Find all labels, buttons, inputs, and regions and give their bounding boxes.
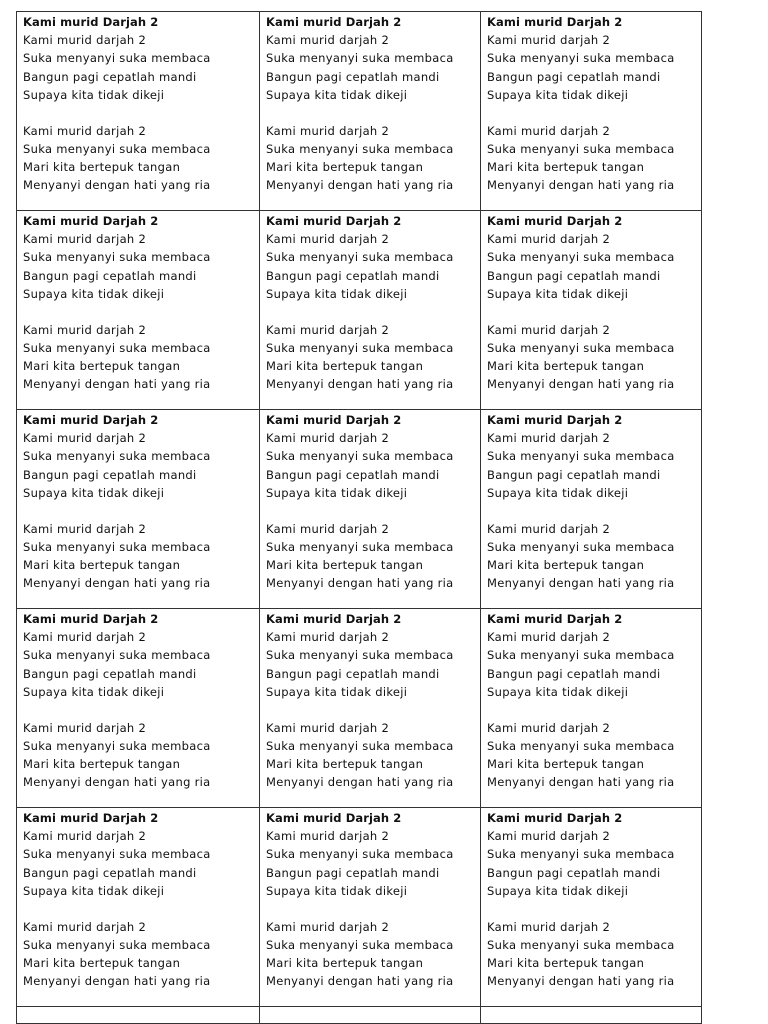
verse-line: Supaya kita tidak dikeji (266, 883, 408, 898)
chorus-line: Suka menyanyi suka membaca (487, 539, 675, 554)
song-title: Kami murid Darjah 2 (266, 15, 402, 29)
chorus-line: Mari kita bertepuk tangan (487, 358, 645, 373)
chorus-line: Mari kita bertepuk tangan (487, 557, 645, 572)
chorus-line: Mari kita bertepuk tangan (23, 955, 181, 970)
verse-line: Supaya kita tidak dikeji (487, 87, 629, 102)
song-card (17, 808, 259, 990)
song-card-cell (481, 808, 702, 1007)
song-card-cell (260, 410, 481, 609)
verse-line: Supaya kita tidak dikeji (23, 485, 165, 500)
chorus-line: Kami murid darjah 2 (266, 919, 390, 934)
blank-cell (481, 1007, 702, 1024)
chorus-line: Suka menyanyi suka membaca (23, 937, 211, 952)
song-title: Kami murid Darjah 2 (23, 612, 159, 626)
verse-line: Supaya kita tidak dikeji (23, 286, 165, 301)
song-card (481, 609, 701, 791)
verse-line: Suka menyanyi suka membaca (487, 51, 675, 66)
song-card-row (17, 12, 702, 211)
stanza-divider (487, 502, 701, 520)
chorus-line: Suka menyanyi suka membaca (487, 738, 675, 753)
chorus-line: Menyanyi dengan hati yang ria (23, 775, 211, 790)
song-card-cell (17, 609, 260, 808)
song-card (260, 12, 480, 194)
song-card (481, 808, 701, 990)
song-sheet-table (16, 11, 702, 1024)
verse-line: Supaya kita tidak dikeji (266, 684, 408, 699)
chorus-line: Menyanyi dengan hati yang ria (23, 377, 211, 392)
chorus-line: Kami murid darjah 2 (23, 919, 147, 934)
verse-line: Bangun pagi cepatlah mandi (23, 69, 197, 84)
verse-line: Supaya kita tidak dikeji (266, 87, 408, 102)
chorus-line: Kami murid darjah 2 (23, 322, 147, 337)
chorus-line: Mari kita bertepuk tangan (266, 756, 424, 771)
verse-line: Suka menyanyi suka membaca (266, 847, 454, 862)
verse-line: Kami murid darjah 2 (487, 630, 611, 645)
song-card (260, 808, 480, 990)
blank-row (17, 1007, 702, 1024)
chorus-line: Suka menyanyi suka membaca (23, 141, 211, 156)
verse-line: Bangun pagi cepatlah mandi (487, 666, 661, 681)
verse-line: Kami murid darjah 2 (266, 232, 390, 247)
chorus-line: Menyanyi dengan hati yang ria (487, 576, 675, 591)
chorus-line: Mari kita bertepuk tangan (266, 557, 424, 572)
verse-line: Kami murid darjah 2 (266, 829, 390, 844)
chorus-line: Kami murid darjah 2 (266, 720, 390, 735)
verse-line: Supaya kita tidak dikeji (487, 883, 629, 898)
chorus-line: Mari kita bertepuk tangan (23, 159, 181, 174)
verse-line: Suka menyanyi suka membaca (266, 51, 454, 66)
stanza-divider (23, 104, 259, 122)
verse-line: Supaya kita tidak dikeji (487, 684, 629, 699)
stanza-divider (487, 701, 701, 719)
verse-line: Kami murid darjah 2 (487, 33, 611, 48)
verse-line: Suka menyanyi suka membaca (266, 250, 454, 265)
verse-line: Kami murid darjah 2 (23, 630, 147, 645)
chorus-line: Kami murid darjah 2 (23, 720, 147, 735)
chorus-line: Mari kita bertepuk tangan (487, 955, 645, 970)
stanza-divider (266, 104, 480, 122)
verse-line: Supaya kita tidak dikeji (23, 684, 165, 699)
song-card-cell (17, 12, 260, 211)
verse-line: Suka menyanyi suka membaca (23, 449, 211, 464)
song-title: Kami murid Darjah 2 (487, 811, 623, 825)
verse-line: Bangun pagi cepatlah mandi (487, 268, 661, 283)
verse-line: Bangun pagi cepatlah mandi (23, 865, 197, 880)
chorus-line: Suka menyanyi suka membaca (23, 539, 211, 554)
song-card-cell (481, 609, 702, 808)
chorus-line: Menyanyi dengan hati yang ria (23, 576, 211, 591)
song-title: Kami murid Darjah 2 (23, 811, 159, 825)
chorus-line: Kami murid darjah 2 (23, 521, 147, 536)
song-card-cell (260, 808, 481, 1007)
verse-line: Bangun pagi cepatlah mandi (266, 865, 440, 880)
chorus-line: Kami murid darjah 2 (266, 521, 390, 536)
verse-line: Kami murid darjah 2 (266, 33, 390, 48)
verse-line: Kami murid darjah 2 (23, 33, 147, 48)
blank-cell (17, 1007, 260, 1024)
song-card-row (17, 211, 702, 410)
stanza-divider (266, 502, 480, 520)
verse-line: Bangun pagi cepatlah mandi (266, 268, 440, 283)
song-card-cell (260, 211, 481, 410)
chorus-line: Suka menyanyi suka membaca (23, 340, 211, 355)
stanza-divider (487, 104, 701, 122)
chorus-line: Kami murid darjah 2 (487, 521, 611, 536)
verse-line: Kami murid darjah 2 (23, 829, 147, 844)
verse-line: Bangun pagi cepatlah mandi (487, 865, 661, 880)
song-card (260, 609, 480, 791)
stanza-divider (23, 900, 259, 918)
chorus-line: Kami murid darjah 2 (487, 322, 611, 337)
song-sheet-body (17, 12, 702, 1024)
chorus-line: Menyanyi dengan hati yang ria (266, 178, 454, 193)
verse-line: Supaya kita tidak dikeji (23, 87, 165, 102)
verse-line: Bangun pagi cepatlah mandi (487, 69, 661, 84)
chorus-line: Suka menyanyi suka membaca (266, 937, 454, 952)
song-card (481, 12, 701, 194)
verse-line: Bangun pagi cepatlah mandi (23, 666, 197, 681)
verse-line: Bangun pagi cepatlah mandi (266, 666, 440, 681)
verse-line: Supaya kita tidak dikeji (23, 883, 165, 898)
chorus-line: Mari kita bertepuk tangan (23, 358, 181, 373)
verse-line: Suka menyanyi suka membaca (23, 250, 211, 265)
chorus-line: Menyanyi dengan hati yang ria (266, 775, 454, 790)
chorus-line: Kami murid darjah 2 (266, 322, 390, 337)
song-card (481, 211, 701, 393)
chorus-line: Menyanyi dengan hati yang ria (266, 377, 454, 392)
chorus-line: Suka menyanyi suka membaca (266, 141, 454, 156)
verse-line: Suka menyanyi suka membaca (266, 449, 454, 464)
verse-line: Supaya kita tidak dikeji (266, 286, 408, 301)
stanza-divider (266, 303, 480, 321)
stanza-divider (487, 900, 701, 918)
verse-line: Suka menyanyi suka membaca (23, 847, 211, 862)
song-card (260, 211, 480, 393)
verse-line: Supaya kita tidak dikeji (487, 286, 629, 301)
song-card (481, 410, 701, 592)
verse-line: Bangun pagi cepatlah mandi (487, 467, 661, 482)
chorus-line: Kami murid darjah 2 (487, 123, 611, 138)
chorus-line: Suka menyanyi suka membaca (23, 738, 211, 753)
chorus-line: Menyanyi dengan hati yang ria (23, 974, 211, 989)
song-title: Kami murid Darjah 2 (266, 612, 402, 626)
chorus-line: Mari kita bertepuk tangan (23, 557, 181, 572)
song-title: Kami murid Darjah 2 (487, 413, 623, 427)
song-card (17, 410, 259, 592)
song-card-cell (481, 12, 702, 211)
verse-line: Bangun pagi cepatlah mandi (23, 268, 197, 283)
song-card-row (17, 609, 702, 808)
verse-line: Supaya kita tidak dikeji (487, 485, 629, 500)
chorus-line: Mari kita bertepuk tangan (487, 159, 645, 174)
song-card (17, 12, 259, 194)
verse-line: Suka menyanyi suka membaca (487, 250, 675, 265)
stanza-divider (266, 701, 480, 719)
verse-line: Kami murid darjah 2 (23, 232, 147, 247)
chorus-line: Menyanyi dengan hati yang ria (487, 775, 675, 790)
chorus-line: Kami murid darjah 2 (487, 720, 611, 735)
stanza-divider (23, 701, 259, 719)
chorus-line: Suka menyanyi suka membaca (487, 141, 675, 156)
chorus-line: Suka menyanyi suka membaca (487, 937, 675, 952)
chorus-line: Kami murid darjah 2 (487, 919, 611, 934)
song-title: Kami murid Darjah 2 (266, 811, 402, 825)
verse-line: Bangun pagi cepatlah mandi (266, 467, 440, 482)
chorus-line: Mari kita bertepuk tangan (266, 955, 424, 970)
verse-line: Kami murid darjah 2 (487, 829, 611, 844)
song-title: Kami murid Darjah 2 (487, 612, 623, 626)
chorus-line: Kami murid darjah 2 (23, 123, 147, 138)
verse-line: Bangun pagi cepatlah mandi (266, 69, 440, 84)
song-card-cell (260, 12, 481, 211)
verse-line: Kami murid darjah 2 (487, 232, 611, 247)
song-title: Kami murid Darjah 2 (23, 214, 159, 228)
verse-line: Suka menyanyi suka membaca (266, 648, 454, 663)
chorus-line: Mari kita bertepuk tangan (266, 358, 424, 373)
song-card-cell (260, 609, 481, 808)
verse-line: Kami murid darjah 2 (487, 431, 611, 446)
verse-line: Kami murid darjah 2 (266, 630, 390, 645)
chorus-line: Menyanyi dengan hati yang ria (266, 576, 454, 591)
song-title: Kami murid Darjah 2 (266, 214, 402, 228)
song-card (260, 410, 480, 592)
chorus-line: Kami murid darjah 2 (266, 123, 390, 138)
chorus-line: Menyanyi dengan hati yang ria (23, 178, 211, 193)
song-title: Kami murid Darjah 2 (23, 413, 159, 427)
chorus-line: Suka menyanyi suka membaca (487, 340, 675, 355)
verse-line: Kami murid darjah 2 (266, 431, 390, 446)
chorus-line: Mari kita bertepuk tangan (23, 756, 181, 771)
chorus-line: Menyanyi dengan hati yang ria (487, 178, 675, 193)
chorus-line: Menyanyi dengan hati yang ria (487, 377, 675, 392)
song-card-row (17, 410, 702, 609)
verse-line: Kami murid darjah 2 (23, 431, 147, 446)
song-card-cell (17, 410, 260, 609)
song-title: Kami murid Darjah 2 (487, 214, 623, 228)
song-title: Kami murid Darjah 2 (23, 15, 159, 29)
stanza-divider (487, 303, 701, 321)
verse-line: Suka menyanyi suka membaca (487, 648, 675, 663)
song-card (17, 211, 259, 393)
chorus-line: Menyanyi dengan hati yang ria (487, 974, 675, 989)
chorus-line: Mari kita bertepuk tangan (266, 159, 424, 174)
chorus-line: Suka menyanyi suka membaca (266, 738, 454, 753)
song-card-cell (17, 808, 260, 1007)
stanza-divider (23, 502, 259, 520)
verse-line: Suka menyanyi suka membaca (23, 51, 211, 66)
song-card-cell (481, 410, 702, 609)
song-card-cell (481, 211, 702, 410)
blank-cell (260, 1007, 481, 1024)
chorus-line: Mari kita bertepuk tangan (487, 756, 645, 771)
verse-line: Suka menyanyi suka membaca (487, 449, 675, 464)
stanza-divider (23, 303, 259, 321)
verse-line: Bangun pagi cepatlah mandi (23, 467, 197, 482)
song-title: Kami murid Darjah 2 (487, 15, 623, 29)
chorus-line: Suka menyanyi suka membaca (266, 340, 454, 355)
song-card-row (17, 808, 702, 1007)
song-card-cell (17, 211, 260, 410)
verse-line: Suka menyanyi suka membaca (487, 847, 675, 862)
song-title: Kami murid Darjah 2 (266, 413, 402, 427)
song-card (17, 609, 259, 791)
verse-line: Supaya kita tidak dikeji (266, 485, 408, 500)
stanza-divider (266, 900, 480, 918)
chorus-line: Menyanyi dengan hati yang ria (266, 974, 454, 989)
verse-line: Suka menyanyi suka membaca (23, 648, 211, 663)
chorus-line: Suka menyanyi suka membaca (266, 539, 454, 554)
